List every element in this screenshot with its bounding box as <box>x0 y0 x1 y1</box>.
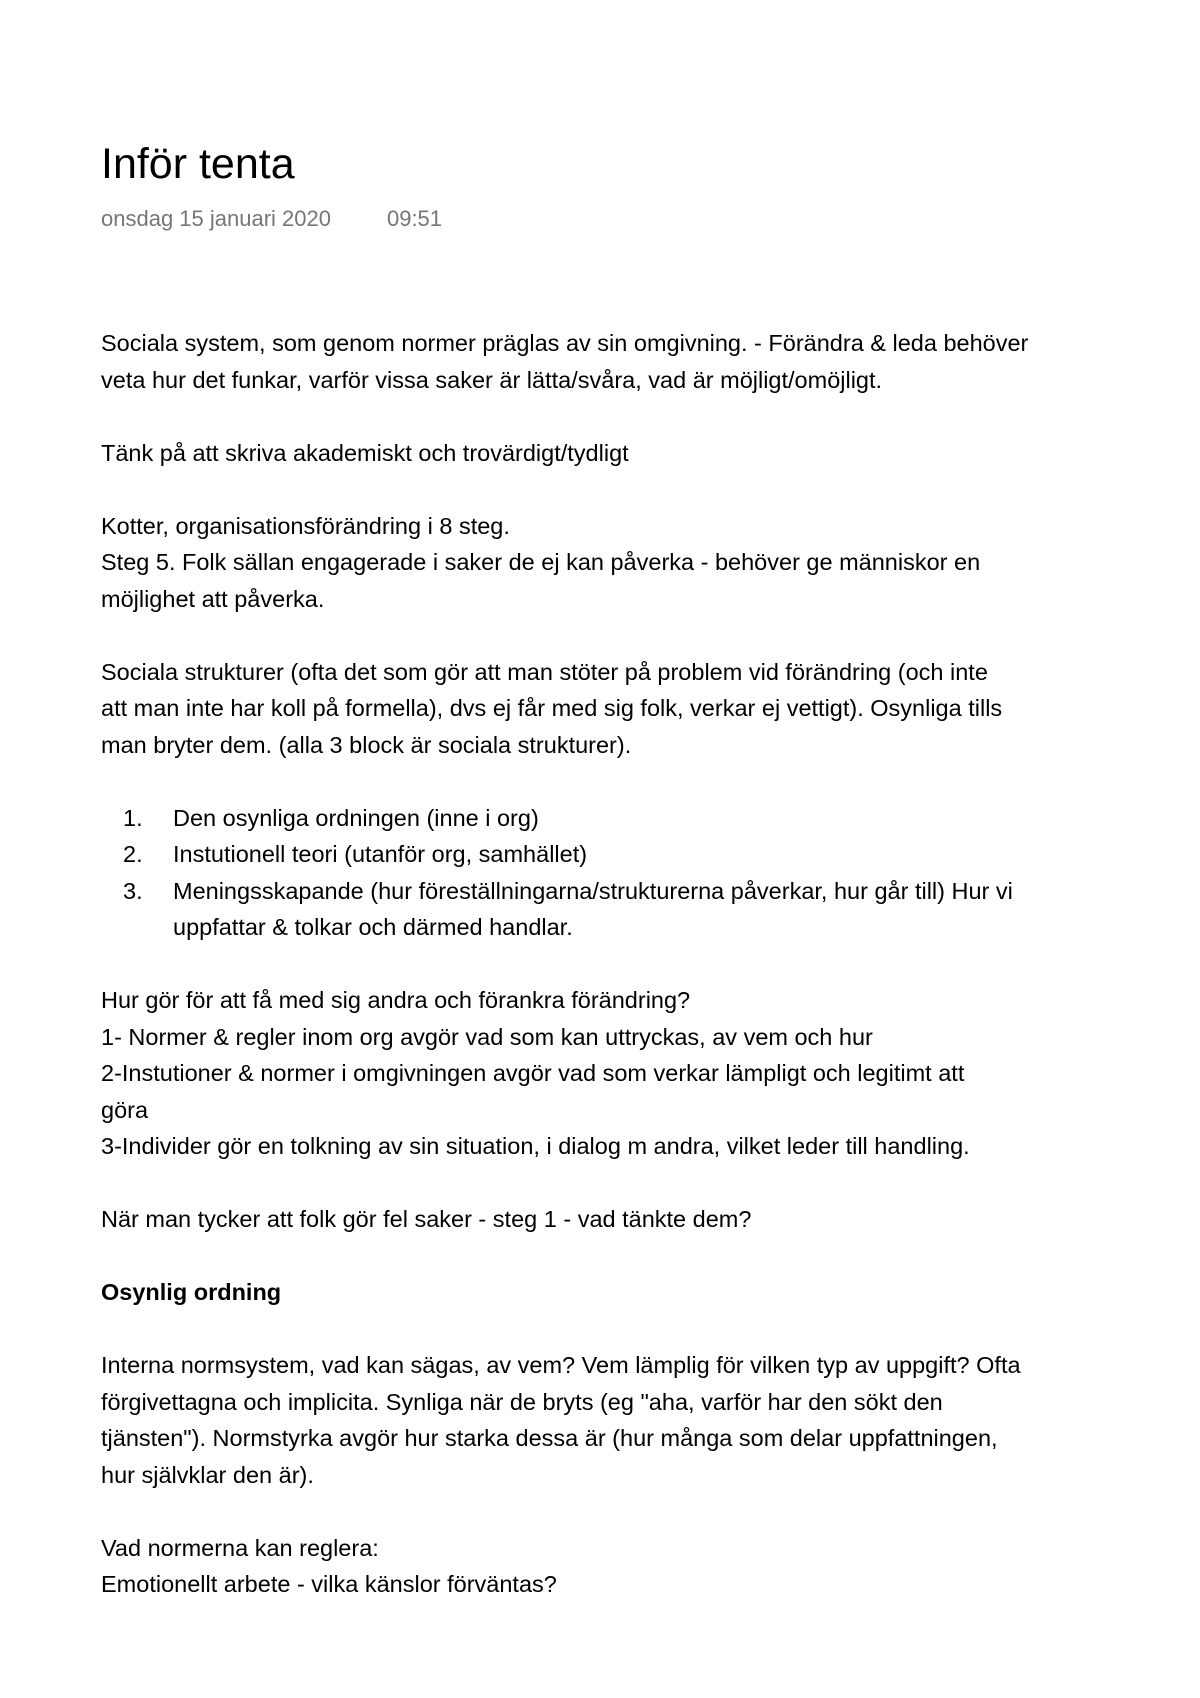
text-line: förgivettagna och implicita. Synliga när de bryts (eg "aha, varför har den sökt den <box>101 1388 943 1415</box>
section-heading: Osynlig ordning <box>101 1279 282 1305</box>
text-line: Sociala system, som genom normer präglas av sin omgivning. - Förändra & leda behöver <box>101 330 1029 356</box>
note-timestamp <box>101 204 442 234</box>
note-body <box>101 325 1171 1639</box>
list-number: 2. <box>123 841 143 867</box>
text-line: Den osynliga ordningen (inne i org) <box>173 804 539 831</box>
text-line: Vad normerna kan reglera: <box>101 1534 379 1561</box>
text-line: Steg 5. Folk sällan engagerade i saker de ej kan påverka - behöver ge människor en <box>101 549 981 575</box>
text-line: Instutionell teori (utanför org, samhället) <box>173 841 588 867</box>
text-line: Tänk på att skriva akademiskt och trovärdigt/tydligt <box>101 439 629 466</box>
text-line: hur självklar den är). <box>101 1461 314 1488</box>
text-line: tjänsten"). Normstyrka avgör hur starka dessa är (hur många som delar uppfattningen, <box>101 1425 998 1451</box>
text-line: att man inte har koll på formella), dvs ej får med sig folk, verkar ej vettigt). Osynliga tills <box>101 695 1003 721</box>
list-item <box>101 873 1171 946</box>
list-number: 1. <box>123 804 143 831</box>
note-time: 09:51 <box>386 206 443 231</box>
text-line: När man tycker att folk gör fel saker - steg 1 - vad tänkte dem? <box>101 1206 752 1232</box>
paragraph-sociala-strukturer <box>101 654 1171 764</box>
text-line: Hur gör för att få med sig andra och förankra förändring? <box>101 987 691 1013</box>
paragraph-normsystem <box>101 1347 1171 1493</box>
text-line: möjlighet att påverka. <box>101 585 325 612</box>
paragraph-forankra <box>101 982 1171 1165</box>
paragraph-sociala-system <box>101 325 1171 398</box>
text-line: uppfattar & tolkar och därmed handlar. <box>173 914 573 940</box>
numbered-list <box>101 800 1171 946</box>
text-line: göra <box>101 1096 149 1123</box>
text-line: Sociala strukturer (ofta det som gör att man stöter på problem vid förändring (och inte <box>101 658 988 685</box>
paragraph-akademiskt <box>101 435 1171 472</box>
text-line: Emotionellt arbete - vilka känslor förväntas? <box>101 1571 557 1597</box>
text-line: 2-Instutioner & normer i omgivningen avgör vad som verkar lämpligt och legitimt att <box>101 1060 965 1086</box>
text-line: Kotter, organisationsförändring i 8 steg. <box>101 512 510 539</box>
text-line: 1- Normer & regler inom org avgör vad som kan uttryckas, av vem och hur <box>101 1023 873 1050</box>
paragraph-normerna-reglera <box>101 1530 1171 1603</box>
text-line: veta hur det funkar, varför vissa saker är lätta/svåra, vad är möjligt/omöjligt. <box>101 366 883 393</box>
text-line: man bryter dem. (alla 3 block är sociala strukturer). <box>101 731 632 758</box>
note-date: onsdag 15 januari 2020 <box>101 206 331 231</box>
text-line: 3-Individer gör en tolkning av sin situation, i dialog m andra, vilket leder till handling. <box>101 1133 970 1159</box>
text-line: Meningsskapande (hur föreställningarna/strukturerna påverkar, hur går till) Hur vi <box>173 877 1013 904</box>
paragraph-fel-saker <box>101 1201 1171 1238</box>
list-number: 3. <box>123 877 143 904</box>
page-title: Inför tenta <box>101 140 295 188</box>
list-item <box>101 800 1171 837</box>
list-item <box>101 836 1171 873</box>
text-line: Interna normsystem, vad kan sägas, av vem? Vem lämplig för vilken typ av uppgift? Ofta <box>101 1352 1021 1378</box>
paragraph-kotter <box>101 508 1171 618</box>
